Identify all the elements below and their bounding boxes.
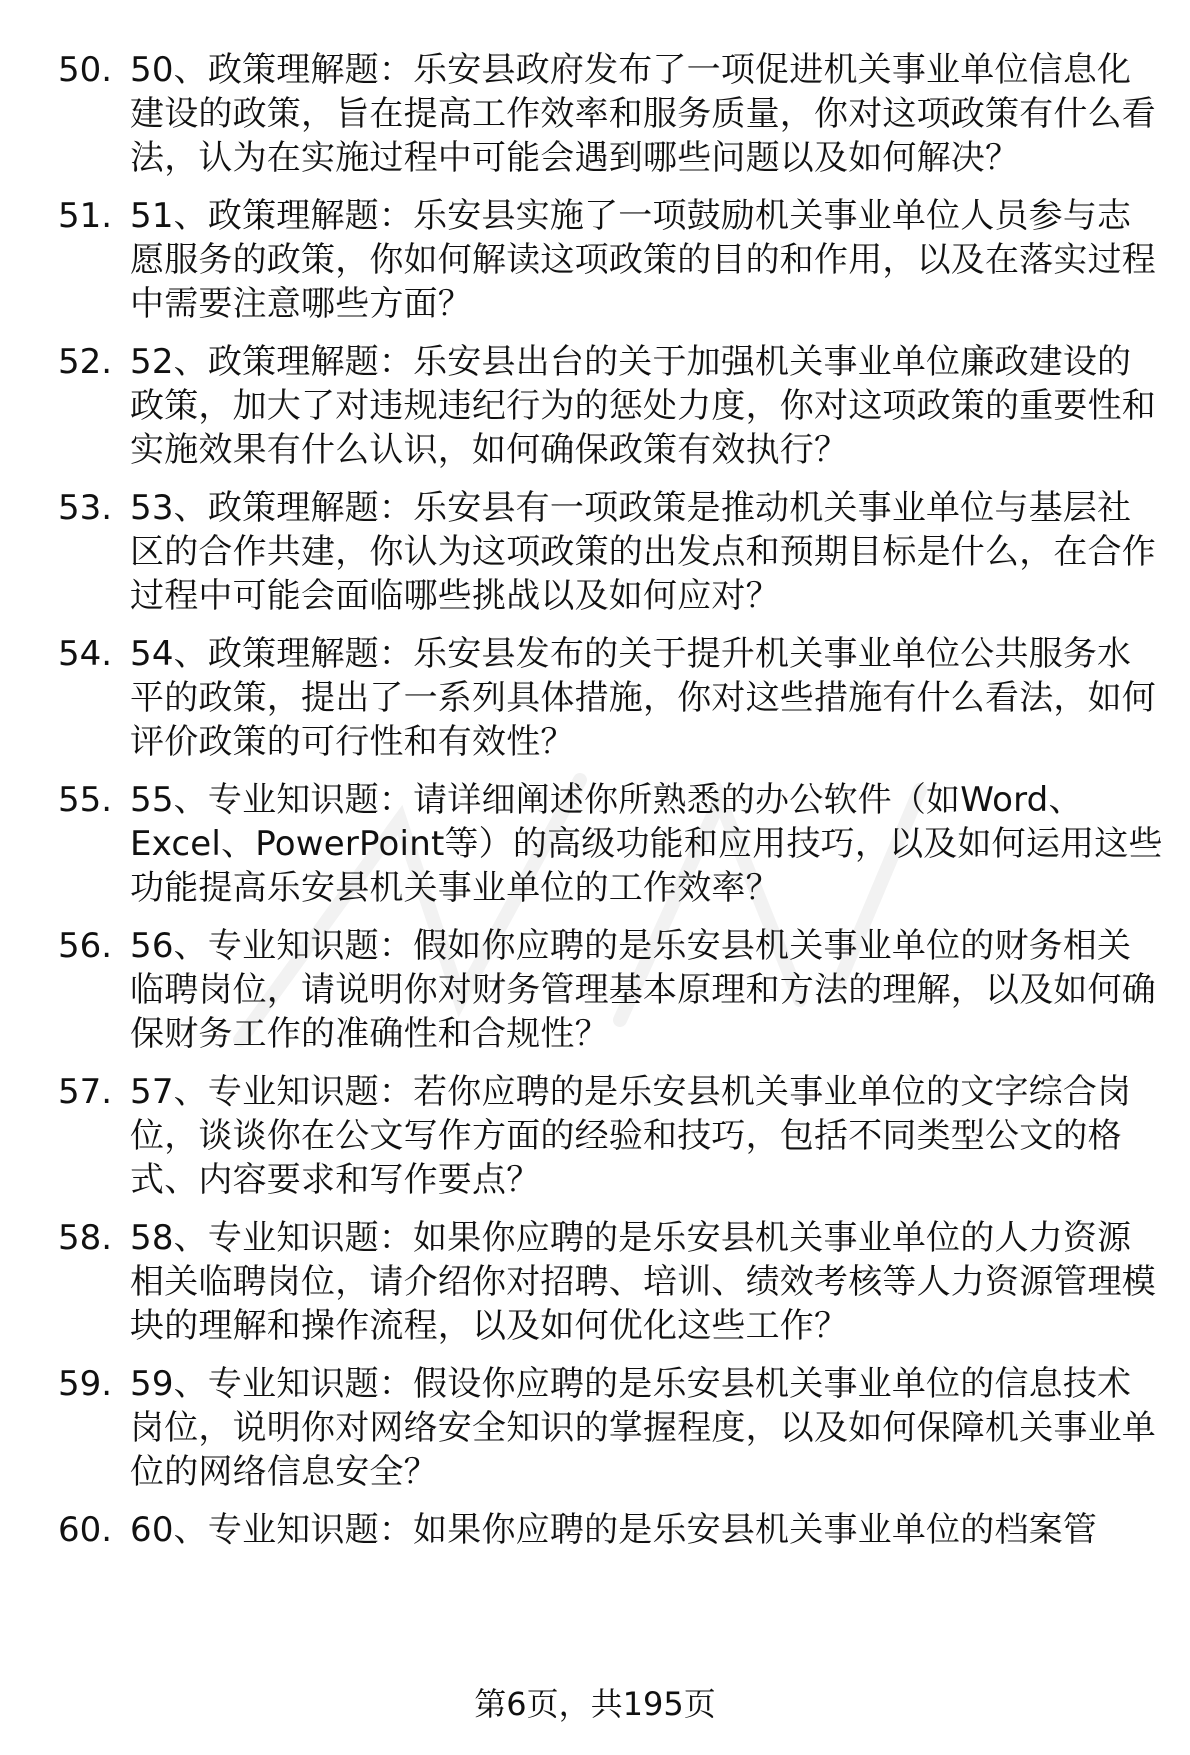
question-number: 52. [58, 342, 113, 382]
question-text: 55、专业知识题：请详细阐述你所熟悉的办公软件（如Word、Excel、PowerPoint等）的高级功能和应用技巧，以及如何运用这些功能提高乐安县机关事业单位的工作效率？ [130, 780, 1163, 908]
question-number: 57. [58, 1072, 113, 1112]
question-number: 58. [58, 1218, 113, 1258]
question-number: 60. [58, 1510, 113, 1550]
question-text: 56、专业知识题：假如你应聘的是乐安县机关事业单位的财务相关临聘岗位，请说明你对财务管理基本原理和方法的理解，以及如何确保财务工作的准确性和合规性？ [130, 926, 1156, 1054]
question-text: 53、政策理解题：乐安县有一项政策是推动机关事业单位与基层社区的合作共建，你认为这项政策的出发点和预期目标是什么，在合作过程中可能会面临哪些挑战以及如何应对？ [130, 488, 1156, 616]
question-text: 50、政策理解题：乐安县政府发布了一项促进机关事业单位信息化建设的政策，旨在提高工作效率和服务质量，你对这项政策有什么看法，认为在实施过程中可能会遇到哪些问题以及如何解决？ [130, 50, 1156, 178]
question-item [0, 778, 1190, 910]
question-item [0, 194, 1190, 326]
question-item [0, 632, 1190, 764]
question-item [0, 340, 1190, 472]
question-text: 60、专业知识题：如果你应聘的是乐安县机关事业单位的档案管 [130, 1510, 1098, 1550]
question-number: 54. [58, 634, 113, 674]
question-text: 54、政策理解题：乐安县发布的关于提升机关事业单位公共服务水平的政策，提出了一系列具体措施，你对这些措施有什么看法，如何评价政策的可行性和有效性？ [130, 634, 1156, 762]
question-item [0, 486, 1190, 618]
question-item [0, 1508, 1190, 1552]
question-number: 53. [58, 488, 113, 528]
question-text: 51、政策理解题：乐安县实施了一项鼓励机关事业单位人员参与志愿服务的政策，你如何解读这项政策的目的和作用，以及在落实过程中需要注意哪些方面？ [130, 196, 1156, 324]
question-item [0, 1070, 1190, 1202]
question-text: 52、政策理解题：乐安县出台的关于加强机关事业单位廉政建设的政策，加大了对违规违纪行为的惩处力度，你对这项政策的重要性和实施效果有什么认识，如何确保政策有效执行？ [130, 342, 1156, 470]
question-text: 59、专业知识题：假设你应聘的是乐安县机关事业单位的信息技术岗位，说明你对网络安全知识的掌握程度，以及如何保障机关事业单位的网络信息安全？ [130, 1364, 1156, 1492]
question-item [0, 1362, 1190, 1494]
question-number: 56. [58, 926, 113, 966]
question-number: 50. [58, 50, 113, 90]
question-list [0, 48, 1190, 1566]
question-item [0, 924, 1190, 1056]
question-number: 55. [58, 780, 113, 820]
question-item [0, 1216, 1190, 1348]
question-text: 58、专业知识题：如果你应聘的是乐安县机关事业单位的人力资源相关临聘岗位，请介绍你对招聘、培训、绩效考核等人力资源管理模块的理解和操作流程，以及如何优化这些工作？ [130, 1218, 1156, 1346]
question-item [0, 48, 1190, 180]
question-number: 51. [58, 196, 113, 236]
question-number: 59. [58, 1364, 113, 1404]
page-footer: 第6页，共195页 [474, 1685, 716, 1723]
question-text: 57、专业知识题：若你应聘的是乐安县机关事业单位的文字综合岗位，谈谈你在公文写作方面的经验和技巧，包括不同类型公文的格式、内容要求和写作要点？ [130, 1072, 1132, 1200]
